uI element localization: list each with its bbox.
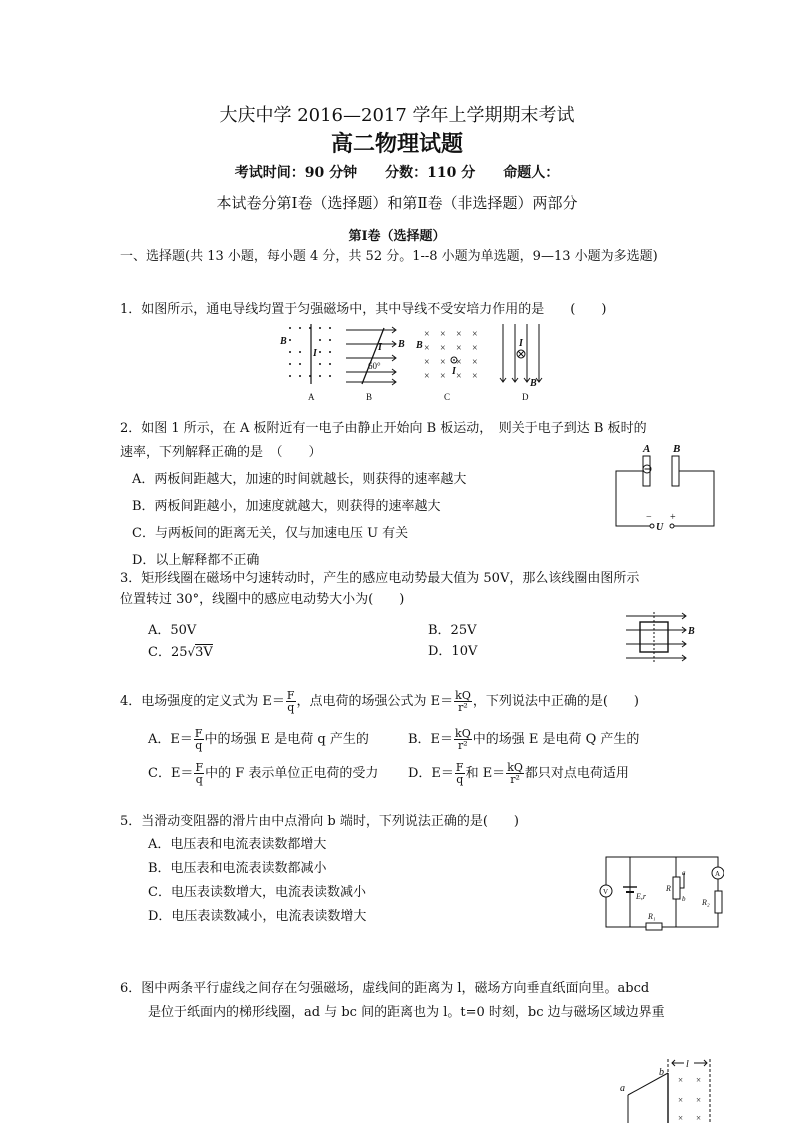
- part1-instructions: 一、选择题(共 13 小题，每小题 4 分，共 52 分。1--8 小题为单选题，9—13 小题为多选题): [120, 249, 658, 264]
- svg-text:×: ×: [456, 343, 462, 354]
- q5-fig-r: R: [666, 884, 671, 893]
- svg-text:×: ×: [678, 1095, 684, 1105]
- q6-fig-b: b: [659, 1067, 664, 1078]
- svg-text:×: ×: [696, 1075, 702, 1085]
- svg-text:×: ×: [424, 343, 430, 354]
- svg-text:×: ×: [472, 371, 478, 382]
- q1-fig-a: [279, 324, 331, 402]
- q5-fig-a-end: a: [682, 869, 686, 877]
- q4-stem: 4．电场强度的定义式为 E＝ $\frac{F}{q}$ ，点电荷的场强公式为 E＝ $\frac{kQ}{\text{r²}}$ ，下列说法中正确的是( ): [120, 689, 640, 714]
- q4-option-a: A．E＝ $\frac{F}{q}$ 中的场强 E 是电荷 q 产生的: [148, 727, 369, 752]
- q1-fig-b-i: I: [378, 342, 382, 353]
- q3-option-c: C．25√3V: [148, 645, 213, 660]
- svg-text:×: ×: [440, 329, 446, 340]
- svg-text:×: ×: [696, 1095, 702, 1105]
- school-line: 大庆中学 2016—2017 学年上学期期末考试: [219, 105, 575, 126]
- q4-option-c: C．E＝ $\frac{F}{q}$ 中的 F 表示单位正电荷的受力: [148, 761, 379, 786]
- svg-text:×: ×: [678, 1075, 684, 1085]
- svg-text:×: ×: [472, 329, 478, 340]
- svg-text:×: ×: [424, 371, 430, 382]
- q1-fig-c-i: I: [452, 366, 456, 377]
- q1-fig-label-c: C: [444, 392, 451, 402]
- q5-fig-r1: R₁: [648, 912, 656, 921]
- svg-text:×: ×: [472, 357, 478, 368]
- q1-fig-label-d: D: [522, 392, 529, 402]
- q5-fig-r2: R₂: [702, 898, 710, 907]
- q1-fig-c-b: B: [416, 340, 423, 351]
- svg-text:×: ×: [696, 1113, 702, 1123]
- q2-option-a: A．两板间距越大，加速的时间就越长，则获得的速率越大: [132, 472, 467, 487]
- q6-fig-a: a: [620, 1083, 625, 1094]
- svg-text:×: ×: [440, 371, 446, 382]
- q6-figure: [616, 1053, 726, 1123]
- paper-structure: 本试卷分第Ⅰ卷（选择题）和第Ⅱ卷（非选择题）两部分: [216, 194, 578, 212]
- q5-fig-er: E,r: [636, 892, 646, 901]
- part1-title: 第Ⅰ卷（选择题）: [348, 229, 446, 244]
- q6-fig-field: [678, 1075, 701, 1123]
- exam-info: 考试时间：90 分钟 分数：110 分 命题人：: [234, 165, 560, 181]
- q1-fig-d: [500, 324, 542, 402]
- q5-fig-b-end: b: [682, 895, 686, 903]
- q3-option-b: B．25V: [428, 623, 477, 638]
- q1-fig-a-b: B: [280, 336, 287, 347]
- q6-line1: 6．图中两条平行虚线之间存在匀强磁场，虚线间的距离为 l，磁场方向垂直纸面向里。abcd: [120, 981, 650, 996]
- page-title: 高二物理试题: [330, 131, 463, 157]
- q3-stem-line2: 位置转过 30°，线圈中的感应电动势大小为( ): [120, 592, 405, 607]
- q5-fig-v: V: [603, 888, 609, 896]
- q1-fig-b: [346, 327, 405, 402]
- q3-figure: [622, 608, 702, 668]
- q4-option-b: B．E＝ $\frac{kQ}{\text{r²}}$ 中的场强 E 是电荷 Q 产生的: [408, 727, 640, 752]
- q1-fig-label-a: A: [308, 392, 315, 402]
- q5-option-b: B．电压表和电流表读数都减小: [148, 861, 327, 876]
- q5-option-d: D．电压表读数减小，电流表读数增大: [148, 909, 367, 924]
- svg-text:×: ×: [456, 357, 462, 368]
- q5-fig-a: A: [715, 870, 721, 878]
- svg-text:×: ×: [440, 357, 446, 368]
- q4-option-d: D．E＝ $\frac{F}{q}$ 和 E＝ $\frac{kQ}{\text{r²}}$ 都只对点电荷适用: [408, 761, 629, 786]
- q5-stem: 5．当滑动变阻器的滑片由中点滑向 b 端时，下列说法正确的是( ): [120, 814, 520, 829]
- q3-option-a: A．50V: [148, 623, 197, 638]
- q6-line2: 是位于纸面内的梯形线圈，ad 与 bc 间的距离也为 l。t=0 时刻，bc 边与磁场区域边界重: [148, 1005, 665, 1020]
- q5-figure: [596, 851, 724, 935]
- q2-option-b: B．两板间距越小，加速度就越大，则获得的速率越大: [132, 499, 441, 514]
- q1-stem: 1．如图所示，通电导线均置于匀强磁场中，其中导线不受安培力作用的是 ( ): [120, 302, 607, 317]
- q1-figure: [278, 322, 558, 404]
- q5-option-a: A．电压表和电流表读数都增大: [148, 837, 327, 852]
- svg-text:×: ×: [472, 343, 478, 354]
- q3-fig-b: B: [688, 626, 695, 637]
- svg-text:×: ×: [424, 329, 430, 340]
- q1-fig-d-i: I: [519, 338, 523, 349]
- q1-fig-b-b: B: [398, 339, 405, 350]
- q2-fig-u: U: [656, 522, 664, 532]
- q6-fig-l: l: [686, 1059, 689, 1070]
- q1-fig-a-i: I: [313, 348, 317, 359]
- q2-figure: [610, 438, 720, 532]
- q2-stem-line2: 速率，下列解释正确的是 （ ）: [120, 445, 322, 460]
- svg-text:×: ×: [456, 329, 462, 340]
- q2-fig-b: B: [673, 443, 681, 455]
- q3-stem-line1: 3．矩形线圈在磁场中匀速转动时，产生的感应电动势最大值为 50V，那么该线圈由图所示: [120, 571, 640, 586]
- q1-fig-label-b: B: [366, 392, 373, 402]
- q2-fig-plus: +: [670, 512, 676, 523]
- q1-fig-d-b: B: [530, 378, 537, 389]
- q2-stem-line1: 2．如图 1 所示，在 A 板附近有一电子由静止开始向 B 板运动， 则关于电子到达 B 板时的: [120, 421, 647, 436]
- q2-fig-minus: −: [646, 512, 652, 523]
- q5-option-c: C．电压表读数增大，电流表读数减小: [148, 885, 366, 900]
- q1-fig-c: [415, 329, 478, 402]
- svg-text:×: ×: [440, 343, 446, 354]
- svg-text:×: ×: [456, 371, 462, 382]
- q2-option-d: D．以上解释都不正确: [132, 553, 260, 568]
- q3-option-d: D．10V: [428, 644, 478, 659]
- q2-option-c: C．与两板间的距离无关，仅与加速电压 U 有关: [132, 526, 409, 541]
- q2-fig-a: A: [643, 443, 651, 455]
- svg-text:×: ×: [678, 1113, 684, 1123]
- q1-fig-b-angle: 60°: [368, 361, 381, 371]
- svg-text:×: ×: [424, 357, 430, 368]
